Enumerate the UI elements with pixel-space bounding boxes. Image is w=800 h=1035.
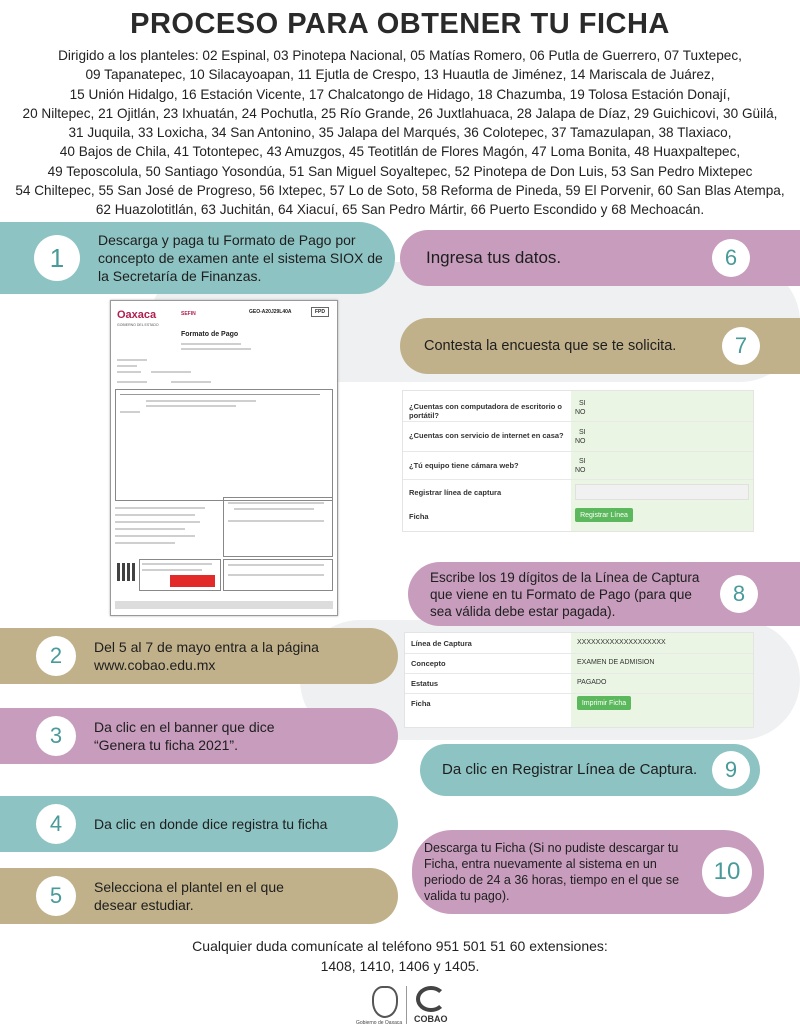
step-10 [412, 830, 764, 914]
contact-footer [0, 936, 800, 976]
linea-value: XXXXXXXXXXXXXXXXXXX [577, 639, 666, 646]
step-text: Contesta la encuesta que se te solicita. [424, 338, 677, 354]
doc-line [146, 400, 256, 402]
ficha-label: Ficha [411, 699, 431, 708]
estatus-label: Estatus [411, 679, 439, 688]
doc-table [115, 389, 333, 501]
print-ficha-button[interactable]: Imprimir Ficha [577, 696, 631, 710]
doc-line [142, 569, 202, 571]
planteles-line: 20 Niltepec, 21 Ojitlán, 23 Ixhuatán, 24 Pochutla, 25 Río Grande, 26 Juxtlahuaca, 28 Jalapa de Díaz, 29 Guichicovi, 30 Güilá, [22, 105, 778, 121]
step-4 [0, 796, 398, 852]
form-divider [403, 479, 753, 480]
doc-line [117, 381, 147, 383]
option-no[interactable]: NO [575, 409, 586, 416]
doc-line [120, 394, 320, 395]
doc-line [228, 520, 324, 522]
step-8 [408, 562, 800, 626]
step-text: Da clic en el banner que dice “Genera tu ficha 2021”. [94, 719, 275, 753]
fpd-badge: FPD [311, 307, 329, 317]
survey-form [402, 390, 754, 532]
doc-line [151, 371, 191, 373]
step-text: Ingresa tus datos. [426, 248, 562, 267]
question-webcam: ¿Tú equipo tiene cámara web? [409, 461, 519, 470]
step-text: Escribe los 19 dígitos de la Línea de Captura que viene en tu Formato de Pago (para que sea válida debe estar pagada). [430, 569, 700, 619]
step-number: 5 [36, 876, 76, 916]
doc-line [115, 535, 195, 537]
linea-label: Línea de Captura [411, 639, 472, 648]
step-text: Da clic en Registrar Línea de Captura. [442, 761, 698, 778]
planteles-line: 49 Teposcolula, 50 Santiago Yosondúa, 51 San Miguel Soyaltepec, 52 Pinotepa de Don Luis, 53 San Pedro Mixtepec [47, 163, 753, 179]
doc-line [181, 348, 251, 350]
doc-line [117, 365, 137, 367]
doc-line [181, 343, 241, 345]
doc-line [115, 514, 195, 516]
doc-detail-box [115, 505, 219, 555]
doc-line [117, 359, 147, 361]
form-divider [403, 451, 753, 452]
step-text: Selecciona el plantel en el que desear estudiar. [94, 879, 284, 913]
doc-barcode-box [223, 559, 333, 591]
page-title: PROCESO PARA OBTENER TU FICHA [130, 8, 670, 40]
form-divider [405, 673, 753, 674]
doc-line [117, 371, 141, 373]
payment-format-image [110, 300, 338, 616]
gov-logo-caption: Gobierno de Oaxaca [356, 1020, 403, 1026]
doc-line [142, 563, 212, 565]
doc-line [146, 405, 236, 407]
planteles-list [8, 46, 792, 220]
form-divider [405, 653, 753, 654]
contact-line: Cualquier duda comunícate al teléfono 951 501 51 60 extensiones: [192, 938, 608, 954]
doc-line [228, 574, 324, 576]
doc-line [171, 381, 211, 383]
doc-line [115, 507, 205, 509]
doc-line [115, 521, 200, 523]
step-text: Da clic en donde dice registra tu ficha [94, 816, 328, 832]
contact-line: 1408, 1410, 1406 y 1405. [320, 958, 480, 974]
planteles-line: 62 Huazolotitlán, 63 Juchitán, 64 Xiacuí, 65 San Pedro Mártir, 66 Puerto Escondido y 68 Mechoacán. [95, 202, 705, 218]
captura-input[interactable] [575, 484, 749, 500]
planteles-line: 31 Juquila, 33 Loxicha, 34 San Antonino, 35 Jalapa del Marqués, 36 Colotepec, 37 Tamazulapan, 38 Tlaxiaco, [68, 125, 732, 141]
step-number: 10 [702, 847, 752, 897]
planteles-line: 54 Chiltepec, 55 San José de Progreso, 56 Ixtepec, 57 Lo de Soto, 58 Reforma de Pineda, 59 El Porvenir, 60 San Blas Atempa, [15, 183, 785, 199]
red-stamp [170, 575, 215, 587]
estatus-value: PAGADO [577, 679, 607, 686]
option-no[interactable]: NO [575, 467, 586, 474]
folio-number: GEO-A20J29L40A [249, 309, 292, 315]
step-1 [0, 222, 395, 294]
doc-line [228, 502, 324, 504]
register-line-button[interactable]: Registrar Línea [575, 508, 633, 522]
captura-label: Registrar línea de captura [409, 488, 502, 497]
step-9 [420, 744, 760, 796]
qr-code [117, 563, 135, 581]
doc-line [228, 564, 324, 566]
sefin-logo: SEFIN [181, 311, 196, 317]
step-number: 2 [36, 636, 76, 676]
step-text: Del 5 al 7 de mayo entra a la página www.cobao.edu.mx [94, 639, 319, 673]
oaxaca-seal-logo [372, 986, 398, 1018]
option-si[interactable]: SI [579, 429, 586, 436]
step-number: 1 [34, 235, 80, 281]
oaxaca-logo: Oaxaca [117, 309, 157, 321]
doc-instructions-box [223, 497, 333, 557]
doc-payment-box [139, 559, 221, 591]
question-internet: ¿Cuentas con servicio de internet en casa? [409, 431, 564, 440]
step-number: 6 [712, 239, 750, 277]
doc-line [115, 542, 175, 544]
step-number: 7 [722, 327, 760, 365]
status-form [404, 632, 754, 728]
option-si[interactable]: SI [579, 400, 586, 407]
ficha-label: Ficha [409, 512, 429, 521]
step-3 [0, 708, 398, 764]
doc-heading: Formato de Pago [181, 331, 239, 338]
step-2 [0, 628, 398, 684]
step-6 [400, 230, 800, 286]
planteles-line: Dirigido a los planteles: 02 Espinal, 03 Pinotepa Nacional, 05 Matías Romero, 06 Putla de Guerrero, 07 Tuxtepec, [58, 48, 742, 63]
step-number: 3 [36, 716, 76, 756]
form-divider [403, 421, 753, 422]
planteles-line: 15 Unión Hidalgo, 16 Estación Vicente, 17 Chalcatongo de Hidago, 18 Chazumba, 19 Tolosa Estación Donají, [69, 86, 731, 102]
doc-line [234, 508, 314, 510]
step-text: Descarga tu Ficha (Si no pudiste descargar tu Ficha, entra nuevamente al sistema en un periodo de 24 a 36 horas, tiempo en el que se valida tu pago). [424, 841, 680, 903]
step-number: 8 [720, 575, 758, 613]
planteles-line: 40 Bajos de Chila, 41 Totontepec, 43 Amuzgos, 45 Teotitlán de Flores Magón, 47 Loma Bonita, 48 Huaxpaltepec, [59, 144, 741, 160]
option-si[interactable]: SI [579, 458, 586, 465]
logo-divider [406, 986, 407, 1024]
concepto-label: Concepto [411, 659, 446, 668]
question-computer: ¿Cuentas con computadora de escritorio o portátil? [409, 402, 562, 420]
doc-line [120, 411, 140, 413]
concepto-value: EXAMEN DE ADMISION [577, 659, 655, 666]
step-7 [400, 318, 800, 374]
cobao-logo-icon [416, 986, 446, 1012]
step-number: 4 [36, 804, 76, 844]
form-divider [405, 693, 753, 694]
option-no[interactable]: NO [575, 438, 586, 445]
doc-footer-bar [115, 601, 333, 609]
oaxaca-logo-subtitle: GOBIERNO DEL ESTADO [117, 323, 159, 327]
step-number: 9 [712, 751, 750, 789]
step-text: Descarga y paga tu Formato de Pago por concepto de examen ante el sistema SIOX de la Secretaría de Finanzas. [98, 232, 383, 284]
cobao-logo: COBAO [414, 1014, 448, 1024]
step-5 [0, 868, 398, 924]
doc-line [115, 528, 185, 530]
planteles-line: 09 Tapanatepec, 10 Silacayoapan, 11 Ejutla de Crespo, 13 Huautla de Jiménez, 14 Mariscala de Juárez, [85, 67, 715, 83]
